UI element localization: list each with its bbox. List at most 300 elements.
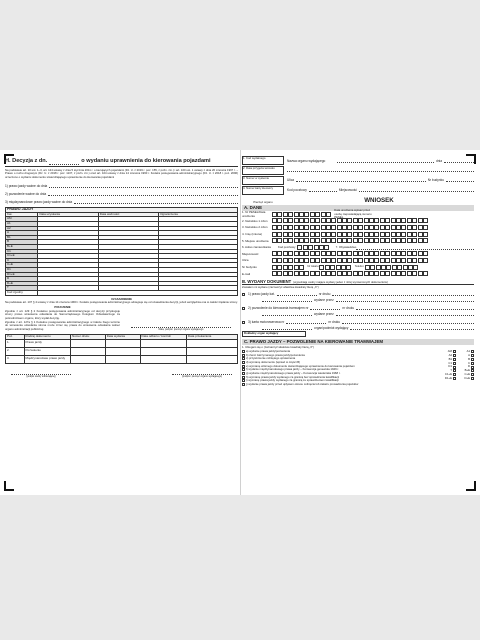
char-box[interactable] (347, 251, 352, 256)
char-box[interactable] (347, 258, 352, 263)
char-box[interactable] (283, 265, 288, 270)
building-field[interactable] (446, 177, 474, 182)
char-box[interactable] (315, 251, 320, 256)
surname2-boxes[interactable] (272, 225, 428, 230)
char-box[interactable] (294, 265, 299, 270)
char-box[interactable] (326, 225, 331, 230)
char-box[interactable] (401, 218, 406, 223)
char-box[interactable] (288, 271, 293, 276)
char-box[interactable] (315, 212, 320, 217)
char-box[interactable] (283, 271, 288, 276)
char-box[interactable] (315, 218, 320, 223)
side-box-3[interactable]: 3. Numer w systemie (242, 176, 284, 185)
docs-cell[interactable] (105, 347, 140, 355)
docs-cell[interactable] (140, 355, 186, 363)
char-box[interactable] (272, 225, 277, 230)
char-box[interactable] (294, 238, 299, 243)
char-box[interactable] (358, 225, 363, 230)
char-box[interactable] (396, 238, 401, 243)
section-c-item-checkbox[interactable] (242, 350, 245, 353)
char-box[interactable] (396, 218, 401, 223)
category-option-checkbox[interactable] (453, 358, 456, 361)
char-box[interactable] (423, 258, 428, 263)
char-box[interactable] (412, 232, 417, 237)
char-box[interactable] (412, 225, 417, 230)
char-box[interactable] (391, 271, 396, 276)
char-box[interactable] (299, 251, 304, 256)
char-box[interactable] (299, 271, 304, 276)
char-box[interactable] (341, 265, 346, 270)
char-box[interactable] (304, 218, 309, 223)
char-box[interactable] (365, 265, 370, 270)
char-box[interactable] (385, 232, 390, 237)
category-option-checkbox[interactable] (453, 362, 456, 365)
docs-cell[interactable] (186, 347, 237, 355)
char-box[interactable] (337, 218, 342, 223)
char-box[interactable] (277, 258, 282, 263)
b-item-2-number[interactable] (356, 305, 474, 310)
char-box[interactable] (342, 225, 347, 230)
section-c-item-checkbox[interactable] (242, 368, 245, 371)
char-box[interactable] (288, 265, 293, 270)
char-box[interactable] (315, 232, 320, 237)
char-box[interactable] (358, 238, 363, 243)
char-box[interactable] (277, 251, 282, 256)
char-box[interactable] (331, 232, 336, 237)
char-box[interactable] (364, 232, 369, 237)
char-box[interactable] (358, 232, 363, 237)
char-box[interactable] (396, 258, 401, 263)
char-box[interactable] (310, 258, 315, 263)
b-item-3-field[interactable] (286, 319, 326, 324)
char-box[interactable] (337, 232, 342, 237)
category-option-checkbox[interactable] (471, 366, 474, 369)
char-box[interactable] (423, 218, 428, 223)
char-box[interactable] (385, 225, 390, 230)
char-box[interactable] (272, 258, 277, 263)
char-box[interactable] (407, 238, 412, 243)
char-box[interactable] (299, 232, 304, 237)
char-box[interactable] (374, 232, 379, 237)
postal-code-boxes[interactable] (297, 245, 329, 250)
names-boxes[interactable] (272, 232, 428, 237)
char-box[interactable] (319, 265, 324, 270)
char-box[interactable] (396, 232, 401, 237)
char-box[interactable] (407, 232, 412, 237)
char-box[interactable] (385, 218, 390, 223)
char-box[interactable] (331, 251, 336, 256)
char-box[interactable] (396, 225, 401, 230)
char-box[interactable] (294, 232, 299, 237)
b-item-3-number[interactable] (342, 319, 474, 324)
building-no-boxes[interactable] (272, 265, 304, 270)
char-box[interactable] (326, 218, 331, 223)
char-box[interactable] (342, 258, 347, 263)
char-box[interactable] (315, 258, 320, 263)
char-box[interactable] (369, 232, 374, 237)
char-box[interactable] (304, 251, 309, 256)
char-box[interactable] (326, 258, 331, 263)
b-item-3-checkbox[interactable] (242, 321, 245, 324)
citizenship-field[interactable] (356, 245, 474, 250)
char-box[interactable] (299, 218, 304, 223)
char-box[interactable] (297, 245, 302, 250)
street-field[interactable] (296, 177, 426, 182)
char-box[interactable] (353, 218, 358, 223)
char-box[interactable] (412, 251, 417, 256)
char-box[interactable] (288, 251, 293, 256)
char-box[interactable] (299, 265, 304, 270)
char-box[interactable] (358, 251, 363, 256)
char-box[interactable] (277, 225, 282, 230)
char-box[interactable] (272, 212, 277, 217)
char-box[interactable] (277, 238, 282, 243)
section-c-item-checkbox[interactable] (242, 361, 245, 364)
category-option-checkbox[interactable] (471, 369, 474, 372)
char-box[interactable] (408, 265, 413, 270)
char-box[interactable] (283, 218, 288, 223)
char-box[interactable] (391, 238, 396, 243)
char-box[interactable] (423, 238, 428, 243)
line-intl-valid-field[interactable] (74, 199, 238, 204)
char-box[interactable] (347, 218, 352, 223)
char-box[interactable] (374, 238, 379, 243)
char-box[interactable] (325, 265, 330, 270)
char-box[interactable] (337, 225, 342, 230)
char-box[interactable] (342, 232, 347, 237)
char-box[interactable] (380, 238, 385, 243)
char-box[interactable] (347, 238, 352, 243)
char-box[interactable] (299, 258, 304, 263)
char-box[interactable] (308, 245, 313, 250)
char-box[interactable] (331, 258, 336, 263)
char-box[interactable] (288, 232, 293, 237)
char-box[interactable] (310, 212, 315, 217)
char-box[interactable] (321, 218, 326, 223)
char-box[interactable] (342, 238, 347, 243)
char-box[interactable] (423, 271, 428, 276)
char-box[interactable] (283, 232, 288, 237)
char-box[interactable] (380, 271, 385, 276)
char-box[interactable] (407, 258, 412, 263)
char-box[interactable] (288, 212, 293, 217)
char-box[interactable] (401, 238, 406, 243)
char-box[interactable] (294, 225, 299, 230)
char-box[interactable] (370, 265, 375, 270)
docs-cell[interactable] (186, 339, 237, 347)
section-c-item-checkbox[interactable] (242, 365, 245, 368)
char-box[interactable] (324, 245, 329, 250)
flat-no-boxes[interactable] (319, 265, 351, 270)
char-box[interactable] (385, 238, 390, 243)
b-item-2-date[interactable] (262, 311, 312, 316)
char-box[interactable] (369, 258, 374, 263)
email-boxes[interactable] (272, 271, 428, 276)
section-c-item-checkbox[interactable] (242, 379, 245, 382)
city-field[interactable] (359, 187, 474, 192)
b-item-1-checkbox[interactable] (242, 293, 245, 296)
char-box[interactable] (321, 212, 326, 217)
section-c-item-checkbox[interactable] (242, 372, 245, 375)
b-item-2-checkbox[interactable] (242, 307, 245, 310)
char-box[interactable] (277, 212, 282, 217)
char-box[interactable] (392, 265, 397, 270)
char-box[interactable] (353, 238, 358, 243)
char-box[interactable] (418, 251, 423, 256)
char-box[interactable] (277, 271, 282, 276)
docs-cell[interactable] (140, 347, 186, 355)
char-box[interactable] (272, 265, 277, 270)
b-item-3-date[interactable] (262, 325, 312, 330)
char-box[interactable] (369, 225, 374, 230)
char-box[interactable] (396, 251, 401, 256)
char-box[interactable] (380, 258, 385, 263)
char-box[interactable] (304, 232, 309, 237)
char-box[interactable] (272, 232, 277, 237)
char-box[interactable] (407, 218, 412, 223)
b-item-1-issuer[interactable] (336, 297, 474, 302)
char-box[interactable] (358, 218, 363, 223)
docs-cell[interactable] (70, 355, 105, 363)
b-item-1-number[interactable] (332, 291, 474, 296)
section-c-item-checkbox[interactable] (242, 354, 245, 357)
char-box[interactable] (337, 271, 342, 276)
char-box[interactable] (423, 225, 428, 230)
b-item-2-issuer[interactable] (336, 311, 474, 316)
char-box[interactable] (380, 232, 385, 237)
char-box[interactable] (321, 238, 326, 243)
street-boxes[interactable] (272, 258, 428, 263)
char-box[interactable] (401, 232, 406, 237)
char-box[interactable] (331, 225, 336, 230)
char-box[interactable] (374, 218, 379, 223)
char-box[interactable] (319, 245, 324, 250)
char-box[interactable] (418, 238, 423, 243)
char-box[interactable] (326, 271, 331, 276)
docs-cell[interactable] (186, 355, 237, 363)
char-box[interactable] (391, 232, 396, 237)
birthplace-boxes[interactable] (272, 238, 428, 243)
char-box[interactable] (353, 271, 358, 276)
char-box[interactable] (412, 238, 417, 243)
docs-cell[interactable] (105, 355, 140, 363)
char-box[interactable] (299, 212, 304, 217)
date-field[interactable] (444, 158, 474, 163)
char-box[interactable] (303, 245, 308, 250)
char-box[interactable] (374, 258, 379, 263)
char-box[interactable] (364, 238, 369, 243)
pesel-boxes[interactable] (272, 212, 331, 217)
char-box[interactable] (294, 218, 299, 223)
category-option-checkbox[interactable] (471, 373, 474, 376)
side-box-2[interactable]: 2. Data przyjęcia wniosku (242, 166, 284, 175)
authority-field[interactable] (337, 158, 434, 163)
char-box[interactable] (331, 218, 336, 223)
char-box[interactable] (304, 258, 309, 263)
char-box[interactable] (364, 251, 369, 256)
char-box[interactable] (418, 225, 423, 230)
char-box[interactable] (283, 212, 288, 217)
char-box[interactable] (401, 225, 406, 230)
char-box[interactable] (418, 232, 423, 237)
char-box[interactable] (347, 271, 352, 276)
char-box[interactable] (337, 251, 342, 256)
char-box[interactable] (272, 251, 277, 256)
char-box[interactable] (283, 258, 288, 263)
char-box[interactable] (304, 238, 309, 243)
char-box[interactable] (277, 218, 282, 223)
char-box[interactable] (353, 251, 358, 256)
char-box[interactable] (385, 258, 390, 263)
char-box[interactable] (391, 225, 396, 230)
char-box[interactable] (314, 245, 319, 250)
char-box[interactable] (321, 232, 326, 237)
category-option-checkbox[interactable] (453, 377, 456, 380)
char-box[interactable] (412, 218, 417, 223)
char-box[interactable] (342, 218, 347, 223)
char-box[interactable] (294, 251, 299, 256)
char-box[interactable] (391, 218, 396, 223)
char-box[interactable] (386, 265, 391, 270)
char-box[interactable] (326, 251, 331, 256)
section-c-item-checkbox[interactable] (242, 357, 245, 360)
char-box[interactable] (310, 271, 315, 276)
char-box[interactable] (315, 271, 320, 276)
char-box[interactable] (407, 271, 412, 276)
char-box[interactable] (288, 258, 293, 263)
char-box[interactable] (418, 258, 423, 263)
char-box[interactable] (412, 258, 417, 263)
char-box[interactable] (283, 251, 288, 256)
authority-field-2[interactable] (287, 167, 474, 172)
line-permit-valid-field[interactable] (48, 191, 238, 196)
char-box[interactable] (321, 271, 326, 276)
char-box[interactable] (401, 271, 406, 276)
char-box[interactable] (380, 218, 385, 223)
char-box[interactable] (397, 265, 402, 270)
char-box[interactable] (283, 238, 288, 243)
char-box[interactable] (347, 225, 352, 230)
char-box[interactable] (315, 225, 320, 230)
char-box[interactable] (413, 265, 418, 270)
char-box[interactable] (418, 218, 423, 223)
category-option-checkbox[interactable] (453, 354, 456, 357)
char-box[interactable] (364, 225, 369, 230)
char-box[interactable] (401, 258, 406, 263)
char-box[interactable] (288, 218, 293, 223)
char-box[interactable] (336, 265, 341, 270)
category-option-checkbox[interactable] (471, 377, 474, 380)
char-box[interactable] (310, 232, 315, 237)
docs-cell[interactable] (140, 339, 186, 347)
decision-date-field[interactable] (49, 160, 79, 165)
char-box[interactable] (321, 251, 326, 256)
docs-cell[interactable] (70, 339, 105, 347)
char-box[interactable] (407, 251, 412, 256)
char-box[interactable] (374, 225, 379, 230)
license-table-footer-cell[interactable] (38, 290, 238, 295)
char-box[interactable] (403, 265, 408, 270)
b-item-1-field[interactable] (277, 291, 317, 296)
char-box[interactable] (380, 225, 385, 230)
char-box[interactable] (376, 265, 381, 270)
category-option-checkbox[interactable] (471, 362, 474, 365)
char-box[interactable] (369, 238, 374, 243)
char-box[interactable] (299, 225, 304, 230)
docs-cell[interactable] (70, 347, 105, 355)
char-box[interactable] (380, 251, 385, 256)
char-box[interactable] (374, 251, 379, 256)
char-box[interactable] (358, 271, 363, 276)
category-option-checkbox[interactable] (453, 369, 456, 372)
char-box[interactable] (364, 258, 369, 263)
line-license-valid-field[interactable] (49, 183, 238, 188)
char-box[interactable] (288, 238, 293, 243)
char-box[interactable] (391, 251, 396, 256)
b-item-3-issuer[interactable] (350, 325, 474, 330)
char-box[interactable] (369, 271, 374, 276)
char-box[interactable] (353, 258, 358, 263)
side-box-4[interactable]: 4. Numer karty kierowcy (242, 186, 284, 195)
char-box[interactable] (423, 232, 428, 237)
char-box[interactable] (304, 271, 309, 276)
char-box[interactable] (288, 225, 293, 230)
char-box[interactable] (401, 251, 406, 256)
phone-boxes[interactable] (365, 265, 419, 270)
category-option-checkbox[interactable] (471, 358, 474, 361)
char-box[interactable] (331, 238, 336, 243)
char-box[interactable] (310, 218, 315, 223)
char-box[interactable] (396, 271, 401, 276)
char-box[interactable] (369, 251, 374, 256)
side-box-1[interactable]: 1. Kod wydatnego (242, 156, 284, 165)
char-box[interactable] (326, 232, 331, 237)
docs-cell[interactable] (105, 339, 140, 347)
char-box[interactable] (353, 225, 358, 230)
char-box[interactable] (304, 212, 309, 217)
char-box[interactable] (364, 218, 369, 223)
char-box[interactable] (364, 271, 369, 276)
place-boxes[interactable] (272, 251, 428, 256)
char-box[interactable] (310, 238, 315, 243)
char-box[interactable] (326, 212, 331, 217)
char-box[interactable] (299, 238, 304, 243)
char-box[interactable] (358, 258, 363, 263)
char-box[interactable] (310, 251, 315, 256)
b-item-2-field[interactable] (310, 305, 340, 310)
char-box[interactable] (326, 238, 331, 243)
char-box[interactable] (342, 251, 347, 256)
char-box[interactable] (277, 232, 282, 237)
char-box[interactable] (385, 271, 390, 276)
char-box[interactable] (331, 271, 336, 276)
char-box[interactable] (277, 265, 282, 270)
char-box[interactable] (374, 271, 379, 276)
char-box[interactable] (330, 265, 335, 270)
surname1-boxes[interactable] (272, 218, 428, 223)
char-box[interactable] (391, 258, 396, 263)
char-box[interactable] (369, 218, 374, 223)
char-box[interactable] (315, 238, 320, 243)
char-box[interactable] (423, 251, 428, 256)
category-option-checkbox[interactable] (453, 350, 456, 353)
char-box[interactable] (321, 225, 326, 230)
char-box[interactable] (407, 225, 412, 230)
char-box[interactable] (347, 232, 352, 237)
char-box[interactable] (381, 265, 386, 270)
char-box[interactable] (283, 225, 288, 230)
char-box[interactable] (272, 218, 277, 223)
